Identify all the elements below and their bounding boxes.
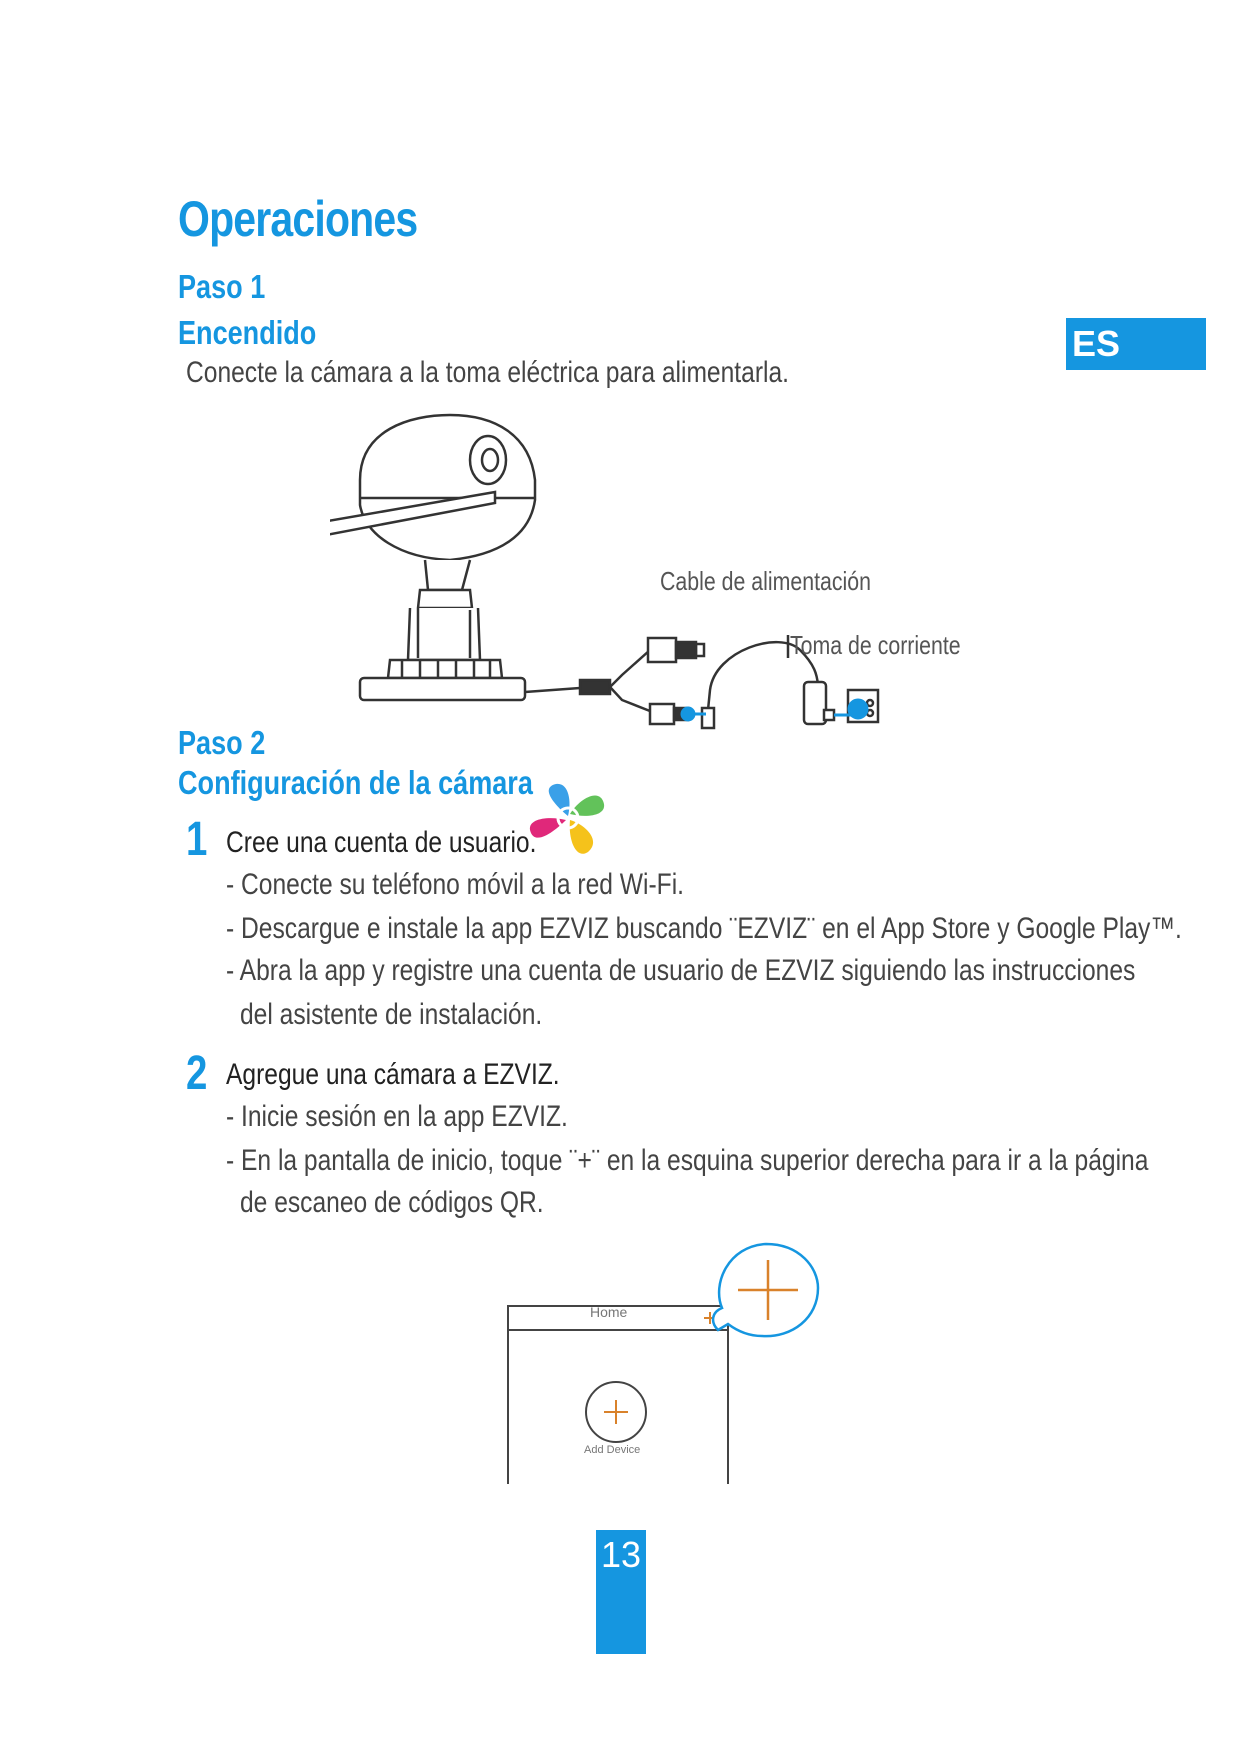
- phone-add-device: Add Device: [584, 1444, 641, 1456]
- item1-title: Cree una cuenta de usuario.: [226, 826, 537, 859]
- item2-bullet-1: - Inicie sesión en la app EZVIZ.: [226, 1100, 568, 1133]
- item2-bullet-2-cont: de escaneo de códigos QR.: [240, 1186, 544, 1219]
- step2-subheading: Configuración de la cámara: [178, 764, 533, 801]
- step1-heading: Paso 1: [178, 268, 266, 305]
- ezviz-logo: [528, 778, 608, 858]
- item1-bullet-1: - Conecte su teléfono móvil a la red Wi-Fi.: [226, 868, 685, 901]
- item1-bullet-2: - Descargue e instale la app EZVIZ buscando ¨EZVIZ¨ en el App Store y Google Play™.: [226, 912, 1182, 945]
- phone-home-illustration: [500, 1226, 830, 1486]
- item1-number: 1: [186, 813, 208, 866]
- page-number: 13: [596, 1530, 646, 1654]
- step1-subheading: Encendido: [178, 314, 317, 351]
- item2-title: Agregue una cámara a EZVIZ.: [226, 1058, 560, 1091]
- item2-bullet-2: - En la pantalla de inicio, toque ¨+¨ en la esquina superior derecha para ir a la página: [226, 1144, 1149, 1177]
- page-title: Operaciones: [178, 191, 418, 247]
- language-tab: ES: [1066, 318, 1206, 370]
- step2-heading: Paso 2: [178, 724, 266, 761]
- step1-text: Conecte la cámara a la toma eléctrica para alimentarla.: [186, 356, 789, 389]
- item1-bullet-3-cont: del asistente de instalación.: [240, 998, 543, 1031]
- label-cable: Cable de alimentación: [660, 566, 871, 596]
- item1-bullet-3: - Abra la app y registre una cuenta de usuario de EZVIZ siguiendo las instrucciones: [226, 954, 1136, 987]
- label-socket: Toma de corriente: [790, 630, 961, 660]
- item2-number: 2: [186, 1047, 208, 1100]
- phone-header: Home: [590, 1304, 628, 1320]
